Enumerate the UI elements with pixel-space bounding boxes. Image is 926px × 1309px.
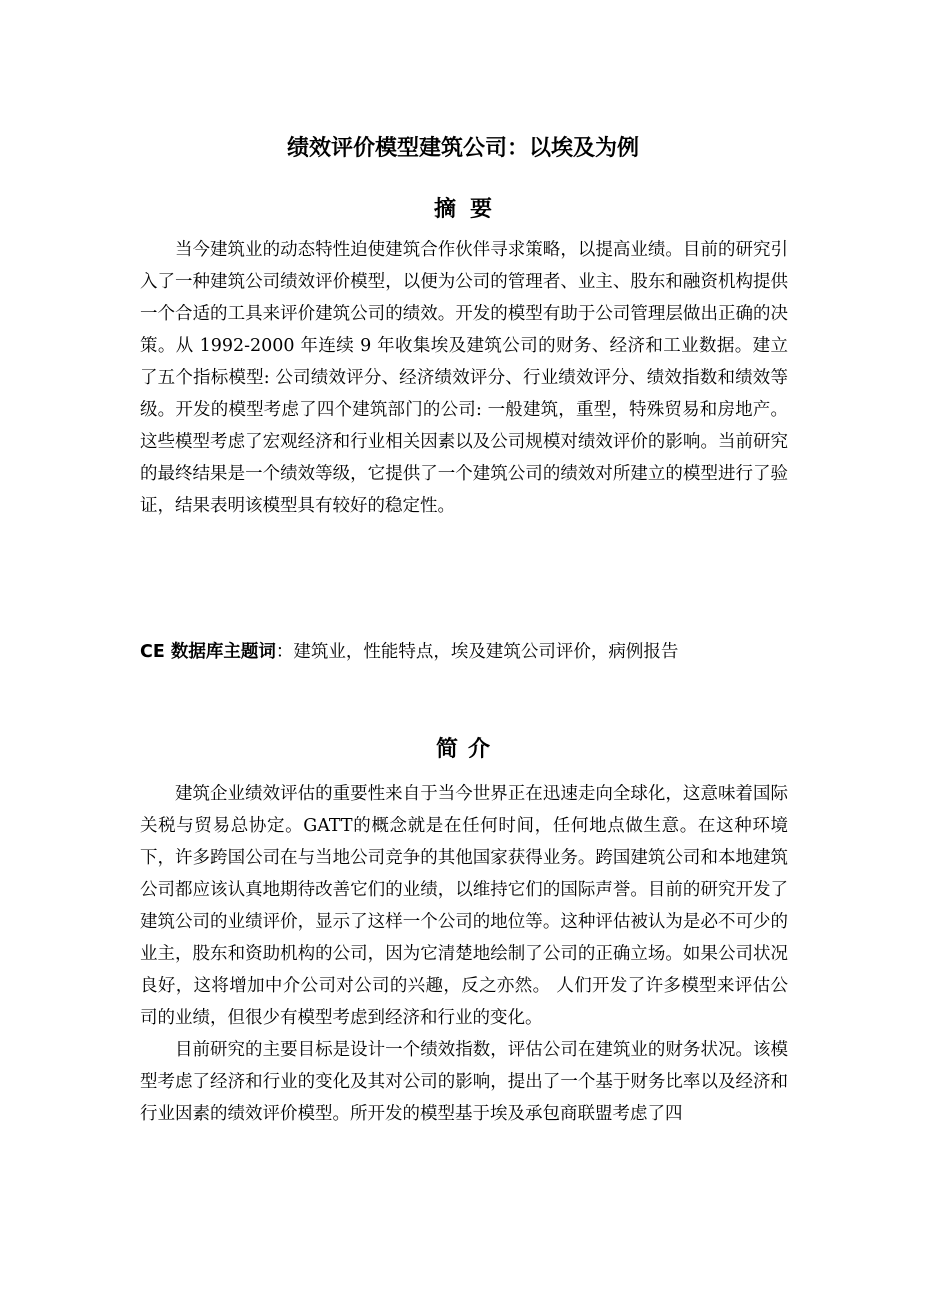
introduction-heading: 简介 (435, 737, 500, 762)
keywords-label: CE 数据库主题词 (140, 642, 276, 662)
abstract-body (140, 234, 788, 522)
document-title: 绩效评价模型建筑公司：以埃及为例 (286, 136, 639, 161)
abstract-paragraph: 当今建筑业的动态特性迫使建筑合作伙伴寻求策略，以提高业绩。目前的研究引入了一种建筑公司绩效评价模型，以便为公司的管理者、业主、股东和融资机构提供一个合适的工具来评价建筑公司的绩效。开发的模型有助于公司管理层做出正确的决策。从 1992-2000 年连续 9 年收集埃及建筑公司的财务、经济和工业数据。建立了五个指标模型: 公司绩效评分、经济绩效评分、行业绩效评分、绩效指数和绩效等级。开发的模型考虑了四个建筑部门的公司: 一般建筑，重型，特殊贸易和房地产。这些模型考虑了宏观经济和行业相关因素以及公司规模对绩效评价的影响。当前研究的最终结果是一个绩效等级，它提供了一个建筑公司的绩效对所建立的模型进行了验证，结果表明该模型具有较好的稳定性。 (140, 240, 788, 516)
introduction-paragraph: 目前研究的主要目标是设计一个绩效指数，评估公司在建筑业的财务状况。该模型考虑了经济和行业的变化及其对公司的影响，提出了一个基于财务比率以及经济和行业因素的绩效评价模型。所开发的模型基于埃及承包商联盟考虑了四 (140, 1040, 788, 1124)
keywords-text: 建筑业，性能特点，埃及建筑公司评价，病例报告 (293, 642, 679, 662)
abstract-heading: 摘要 (433, 197, 506, 222)
introduction-paragraph: 建筑企业绩效评估的重要性来自于当今世界正在迅速走向全球化，这意味着国际关税与贸易总协定。GATT的概念就是在任何时间，任何地点做生意。在这种环境下，许多跨国公司在与当地公司竞争的其他国家获得业务。跨国建筑公司和本地建筑公司都应该认真地期待改善它们的业绩，以维持它们的国际声誉。目前的研究开发了建筑公司的业绩评价，显示了这样一个公司的地位等。这种评估被认为是必不可少的业主，股东和资助机构的公司，因为它清楚地绘制了公司的正确立场。如果公司状况良好，这将增加中介公司对公司的兴趣，反之亦然。 人们开发了许多模型来评估公司的业绩，但很少有模型考虑到经济和行业的变化。 (140, 784, 788, 1028)
introduction-body (140, 778, 788, 1130)
keywords-separator: ： (275, 642, 294, 662)
keywords-line (140, 636, 788, 668)
